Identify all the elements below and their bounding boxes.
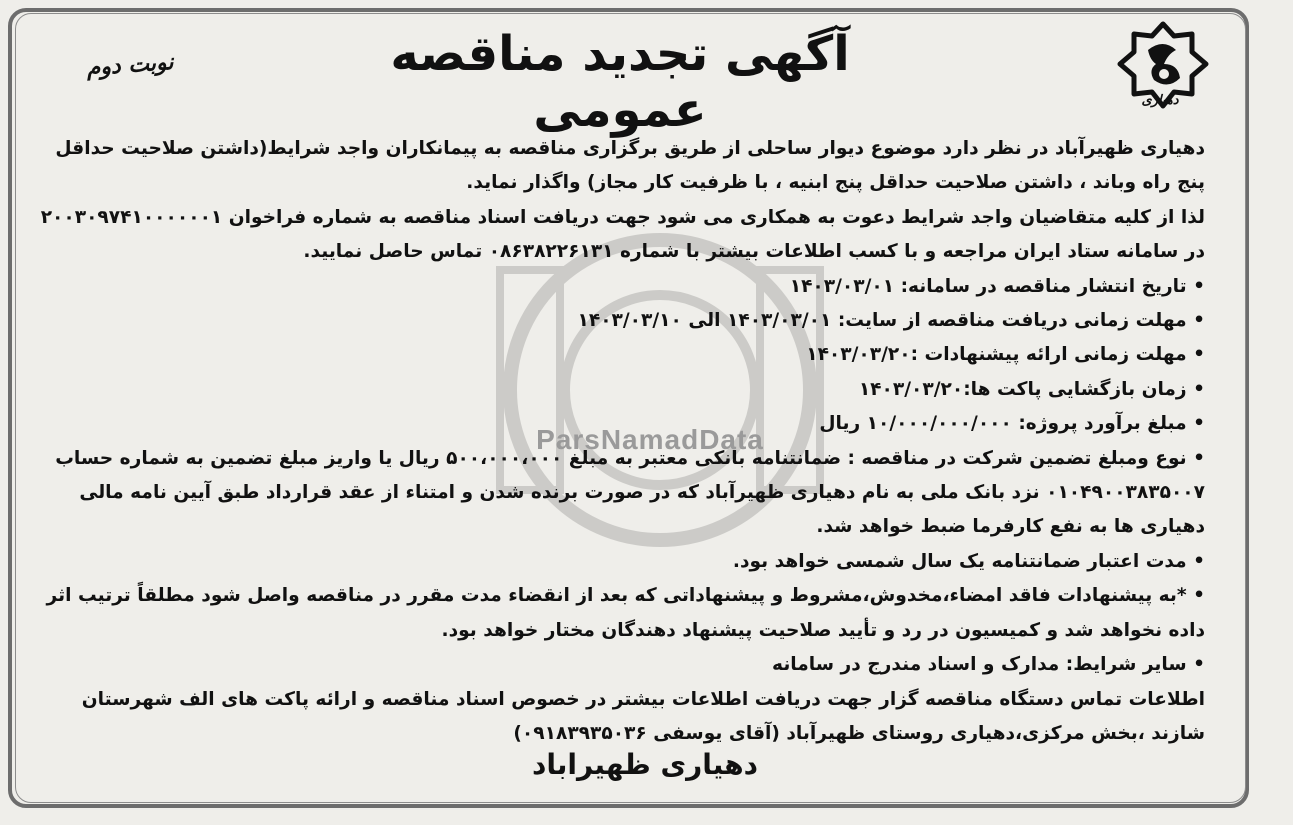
- notice-body: [30, 132, 1225, 751]
- details-list: [30, 270, 1225, 683]
- watermark-text: ParsNamadData: [536, 424, 764, 455]
- notice-title: آگهی تجدید مناقصه عمومی: [390, 26, 850, 138]
- list-item: • *به پیشنهادات فاقد امضاء،مخدوش،مشروط و پیشنهاداتی که بعد از انقضاء مدت مقرر در مناقصه واصل شود مطلقاً ترتیب اثر داده نخواهد شد و کمیسیون در رد و تأیید صلاحیت پیشنهاد دهندگان مختار خواهد بود.: [30, 579, 1225, 648]
- list-item: • نوع ومبلغ تضمین شرکت در مناقصه : ضمانتنامه بانکی معتبر به مبلغ ۵۰۰،۰۰۰،۰۰۰ ریال یا واریز مبلغ تضمین به شماره حساب ۰۱۰۴۹۰۰۳۸۳۵۰۰۷ نزد بانک ملی به نام دهیاری ظهیرآباد که در صورت برنده شدن و امتناء از عقد قرارداد طبق آیین نامه مالی دهیاری ها به نفع کارفرما ضبط خواهد شد.: [30, 442, 1225, 545]
- list-item: • مهلت زمانی ارائه پیشنهادات :۱۴۰۳/۰۳/۲۰: [30, 338, 1225, 372]
- list-item: • زمان بازگشایی پاکت ها:۱۴۰۳/۰۳/۲۰: [30, 373, 1225, 407]
- signature: دهیاری ظهیراباد: [532, 748, 758, 781]
- list-item: • مدت اعتبار ضمانتنامه یک سال شمسی خواهد بود.: [30, 545, 1225, 579]
- publication-round: نوبت دوم: [85, 49, 175, 82]
- list-item: • مهلت زمانی دریافت مناقصه از سایت: ۱۴۰۳/۰۳/۰۱ الی ۱۴۰۳/۰۳/۱۰: [30, 304, 1225, 338]
- list-item: • مبلغ برآورد پروژه: ۱۰/۰۰۰/۰۰۰/۰۰۰ ریال: [30, 407, 1225, 441]
- logo-caption: دهیاری: [1141, 93, 1179, 108]
- invitation-paragraph: لذا از کلیه متقاضیان واجد شرایط دعوت به همکاری می شود جهت دریافت اسناد مناقصه به شماره فراخوان ۲۰۰۳۰۹۷۴۱۰۰۰۰۰۰۱ در سامانه ستاد ایران مراجعه و با کسب اطلاعات بیشتر با شماره ۰۸۶۳۸۲۲۶۱۳۱ تماس حاصل نمایید.: [40, 206, 1205, 263]
- list-item: • سایر شرایط: مدارک و اسناد مندرج در سامانه: [30, 648, 1225, 682]
- contact-paragraph: اطلاعات تماس دستگاه مناقصه گزار جهت دریافت اطلاعات بیشتر در خصوص اسناد مناقصه و ارائه پاکت های الف شهرستان شازند ،بخش مرکزی،دهیاری روستای ظهیرآباد (آقای یوسفی ۰۹۱۸۳۹۳۵۰۳۶): [81, 688, 1205, 744]
- list-item: • تاریخ انتشار مناقصه در سامانه: ۱۴۰۳/۰۳/۰۱: [30, 270, 1225, 304]
- intro-paragraph: دهیاری ظهیرآباد در نظر دارد موضوع دیوار ساحلی از طریق برگزاری مناقصه به پیمانکاران واجد شرایط(داشتن صلاحیت حداقل پنج راه وباند ، داشتن صلاحیت حداقل پنج ابنیه ، با ظرفیت کار مجاز) واگذار نماید.: [55, 138, 1205, 194]
